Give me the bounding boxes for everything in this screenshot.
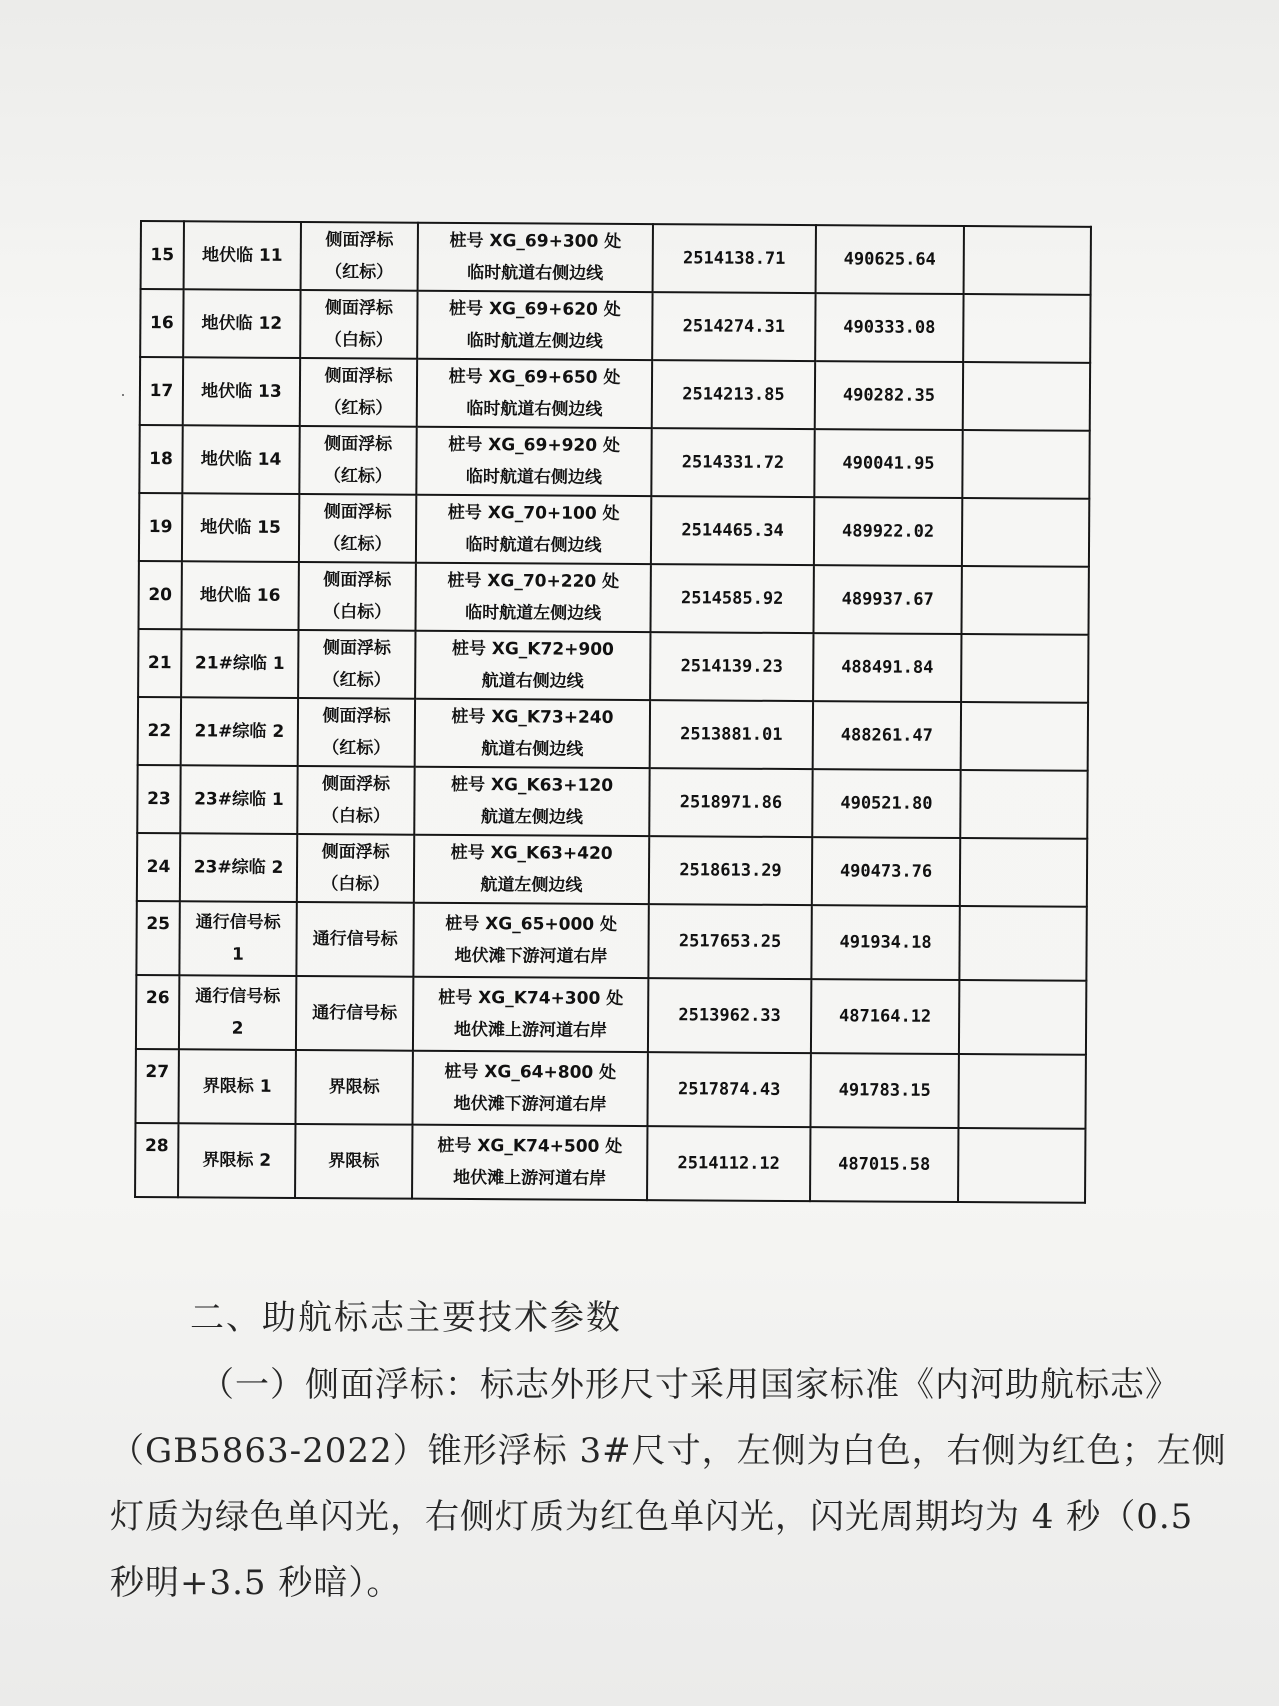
beacon-type-line: （红标）	[323, 534, 392, 555]
beacon-type-line: 侧面浮标	[322, 706, 391, 727]
row-number: 20	[139, 561, 182, 629]
section-paragraph	[110, 1352, 1240, 1616]
beacon-type-line: 侧面浮标	[324, 366, 393, 387]
beacon-name-line: 地伏临 13	[201, 381, 282, 402]
coordinate-y: 489937.67	[813, 565, 961, 634]
beacon-location-line: 桩号 XG_K73+240	[451, 706, 614, 728]
beacon-type	[297, 834, 414, 903]
beacon-location-line: 临时航道右侧边线	[465, 534, 602, 556]
beacon-type-line: 界限标	[328, 1151, 380, 1172]
beacon-type-line: 侧面浮标	[321, 842, 390, 863]
table-row	[135, 1049, 1085, 1129]
beacon-name-line: 界限标 2	[202, 1150, 272, 1171]
paragraph-line: 灯质为绿色单闪光，右侧灯质为红色单闪光，闪光周期均为 4 秒（0.5	[110, 1497, 1194, 1537]
coordinate-y: 490625.64	[816, 225, 964, 294]
row-number: 27	[135, 1049, 178, 1123]
coordinate-y: 490333.08	[815, 293, 963, 362]
beacon-location	[416, 495, 651, 564]
table-row	[141, 221, 1091, 295]
coordinate-x: 2514274.31	[652, 292, 815, 361]
beacon-location-line: 临时航道左侧边线	[465, 602, 602, 624]
row-number: 26	[136, 975, 179, 1049]
beacon-type	[301, 222, 418, 291]
beacon-name	[182, 493, 299, 562]
remark-cell	[961, 702, 1088, 771]
beacon-table	[134, 220, 1092, 1204]
beacon-name-line: 地伏临 15	[200, 517, 281, 538]
row-number: 24	[137, 833, 180, 901]
beacon-location-line: 桩号 XG_65+000 处	[445, 913, 618, 935]
beacon-location-line: 桩号 XG_K74+300 处	[438, 987, 624, 1009]
beacon-type-line: （红标）	[325, 262, 394, 283]
beacon-type-line: 侧面浮标	[324, 434, 393, 455]
beacon-type-line: 侧面浮标	[323, 570, 392, 591]
beacon-type	[297, 766, 414, 835]
beacon-location-line: 桩号 XG_70+100 处	[447, 502, 620, 524]
beacon-location-line: 临时航道右侧边线	[465, 466, 602, 488]
beacon-type	[299, 494, 416, 563]
coordinate-x: 2513881.01	[650, 700, 813, 769]
row-number: 19	[139, 493, 182, 561]
beacon-table-body	[135, 221, 1091, 1203]
beacon-location	[412, 1125, 647, 1200]
beacon-name	[183, 289, 300, 358]
beacon-type-line: 侧面浮标	[322, 638, 391, 659]
beacon-type-line: 侧面浮标	[321, 774, 391, 795]
table-row	[136, 901, 1086, 981]
beacon-type-line: 侧面浮标	[325, 230, 394, 251]
coordinate-y: 490282.35	[815, 361, 963, 430]
beacon-location-line: 桩号 XG_69+620 处	[448, 298, 621, 320]
section-heading: 二、助航标志主要技术参数	[190, 1298, 622, 1338]
beacon-name-line: 2	[231, 1018, 244, 1039]
remark-cell	[960, 838, 1087, 907]
beacon-type	[300, 358, 417, 427]
row-number: 21	[138, 629, 181, 697]
beacon-name-line: 地伏临 12	[201, 313, 283, 334]
beacon-location	[413, 977, 648, 1052]
remark-cell	[963, 294, 1090, 363]
beacon-location-line: 临时航道右侧边线	[466, 398, 603, 420]
table-row	[138, 697, 1088, 771]
beacon-location-line: 桩号 XG_69+920 处	[448, 434, 621, 456]
beacon-location-line: 地伏滩下游河道右岸	[453, 1093, 607, 1115]
beacon-location-line: 桩号 XG_69+300 处	[449, 230, 622, 252]
beacon-name	[180, 765, 297, 834]
beacon-type	[298, 562, 415, 631]
beacon-location-line: 临时航道右侧边线	[467, 262, 604, 284]
beacon-location	[414, 767, 649, 836]
beacon-name	[178, 1049, 295, 1124]
beacon-name-line: 界限标 1	[202, 1076, 272, 1097]
row-number: 22	[138, 697, 181, 765]
beacon-name-line: 通行信号标	[195, 986, 281, 1007]
beacon-type-line: （白标）	[321, 874, 390, 895]
beacon-name-line: 1	[232, 944, 244, 965]
remark-cell	[961, 566, 1088, 635]
coordinate-x: 2514139.23	[650, 632, 813, 701]
beacon-type-line: 侧面浮标	[323, 502, 392, 523]
beacon-name-line: 21#综临 2	[194, 721, 285, 742]
beacon-name-line: 21#综临 1	[194, 653, 285, 674]
remark-cell	[959, 906, 1086, 981]
remark-cell	[962, 430, 1089, 499]
scan-speck	[122, 394, 124, 396]
row-number: 18	[139, 425, 182, 493]
beacon-location-line: 航道右侧边线	[481, 739, 584, 760]
coordinate-x: 2518613.29	[649, 836, 812, 905]
beacon-name-line: 23#综临 1	[194, 789, 284, 810]
coordinate-y: 491783.15	[810, 1053, 958, 1128]
beacon-name	[182, 561, 299, 630]
beacon-type	[300, 290, 417, 359]
beacon-type-line: （红标）	[322, 738, 391, 759]
beacon-location-line: 桩号 XG_70+220 处	[447, 570, 620, 592]
beacon-name-line: 地伏临 14	[200, 449, 282, 470]
beacon-location-line: 桩号 XG_K63+420	[450, 842, 613, 864]
beacon-name	[181, 697, 298, 766]
row-number: 23	[137, 765, 180, 833]
beacon-name-line: 23#综临 2	[193, 857, 284, 878]
remark-cell	[959, 980, 1086, 1055]
coordinate-x: 2514465.34	[651, 496, 814, 565]
remark-cell	[958, 1054, 1085, 1129]
beacon-name	[178, 1123, 295, 1198]
beacon-name-line: 地伏临 11	[201, 245, 283, 266]
beacon-location	[417, 359, 652, 428]
beacon-name	[181, 629, 298, 698]
row-number: 28	[135, 1123, 178, 1197]
beacon-location-line: 地伏滩上游河道右岸	[453, 1019, 608, 1041]
remark-cell	[962, 498, 1089, 567]
beacon-type-line: 通行信号标	[312, 929, 398, 950]
beacon-location	[415, 699, 650, 768]
beacon-type-line: 通行信号标	[312, 1003, 398, 1024]
coordinate-x: 2518971.86	[649, 768, 812, 837]
coordinate-x: 2517653.25	[648, 904, 811, 979]
beacon-type	[295, 1124, 412, 1199]
beacon-type-line: （白标）	[321, 806, 390, 827]
beacon-name-line: 通行信号标	[195, 912, 281, 933]
coordinate-y: 491934.18	[811, 905, 959, 980]
beacon-location-line: 地伏滩下游河道右岸	[454, 945, 608, 967]
remark-cell	[963, 362, 1090, 431]
coordinate-x: 2514585.92	[650, 564, 813, 633]
coordinate-x: 2514138.71	[653, 224, 816, 293]
paragraph-line: （一）侧面浮标：标志外形尺寸采用国家标准《内河助航标志》	[200, 1365, 1180, 1405]
beacon-location	[415, 563, 650, 632]
coordinate-y: 490041.95	[814, 429, 962, 498]
beacon-location-line: 临时航道左侧边线	[466, 330, 603, 352]
coordinate-y: 489922.02	[814, 497, 962, 566]
beacon-name	[182, 425, 299, 494]
table-row	[139, 425, 1089, 499]
table-row	[137, 765, 1087, 839]
remark-cell	[960, 770, 1087, 839]
coordinate-x: 2513962.33	[648, 978, 811, 1053]
coordinate-y: 487164.12	[811, 979, 959, 1054]
beacon-type-line: （红标）	[323, 466, 392, 487]
beacon-name	[184, 221, 301, 290]
beacon-type-line: （白标）	[323, 602, 392, 623]
beacon-name-line: 地伏临 16	[199, 585, 281, 606]
remark-cell	[958, 1128, 1085, 1203]
table-row	[135, 1123, 1085, 1203]
row-number: 15	[141, 221, 184, 289]
row-number: 16	[140, 289, 183, 357]
beacon-location-line: 航道左侧边线	[480, 807, 583, 828]
beacon-location	[417, 291, 652, 360]
beacon-type	[298, 630, 415, 699]
table-row	[140, 357, 1090, 431]
row-number: 17	[140, 357, 183, 425]
coordinate-x: 2514331.72	[651, 428, 814, 497]
coordinate-y: 487015.58	[810, 1127, 958, 1202]
table-row	[136, 975, 1086, 1055]
beacon-location-line: 桩号 XG_64+800 处	[444, 1061, 617, 1083]
remark-cell	[961, 634, 1088, 703]
beacon-location	[413, 903, 648, 978]
beacon-location-line: 桩号 XG_K72+900	[451, 638, 614, 660]
beacon-location	[416, 427, 651, 496]
beacon-location-line: 桩号 XG_K63+120	[450, 774, 614, 796]
beacon-name	[179, 901, 296, 976]
beacon-location	[412, 1051, 647, 1126]
beacon-name	[180, 833, 297, 902]
row-number: 25	[136, 901, 179, 975]
beacon-type	[299, 426, 416, 495]
coordinate-y: 488491.84	[813, 633, 961, 702]
paragraph-line: （GB5863-2022）锥形浮标 3#尺寸，左侧为白色，右侧为红色；左侧	[110, 1431, 1227, 1471]
beacon-type-line: 侧面浮标	[324, 298, 394, 319]
beacon-location-line: 航道右侧边线	[481, 671, 584, 692]
beacon-name	[183, 357, 300, 426]
paragraph-line: 秒明+3.5 秒暗）。	[110, 1563, 402, 1603]
beacon-location-line: 桩号 XG_69+650 处	[448, 366, 621, 388]
beacon-location-line: 航道左侧边线	[480, 875, 583, 896]
beacon-location	[414, 835, 649, 904]
coordinate-x: 2517874.43	[647, 1052, 810, 1127]
beacon-type-line: 界限标	[328, 1077, 380, 1098]
beacon-type-line: （白标）	[324, 330, 393, 351]
table-row	[139, 493, 1089, 567]
beacon-location-line: 地伏滩上游河道右岸	[453, 1167, 607, 1189]
beacon-type	[296, 902, 413, 977]
coordinate-y: 490473.76	[812, 837, 960, 906]
table-row	[138, 629, 1088, 703]
beacon-type	[295, 1050, 412, 1125]
table-row	[139, 561, 1089, 635]
table-row	[137, 833, 1087, 907]
beacon-name	[179, 975, 296, 1050]
beacon-location-line: 桩号 XG_K74+500 处	[437, 1135, 623, 1157]
beacon-type	[296, 976, 413, 1051]
table-row	[140, 289, 1090, 363]
coordinate-x: 2514112.12	[647, 1126, 810, 1201]
coordinate-y: 488261.47	[813, 701, 961, 770]
beacon-type	[298, 698, 415, 767]
coordinate-x: 2514213.85	[652, 360, 815, 429]
remark-cell	[964, 226, 1091, 295]
beacon-type-line: （红标）	[324, 398, 393, 419]
coordinate-y: 490521.80	[812, 769, 960, 838]
beacon-location	[418, 223, 653, 292]
beacon-location	[415, 631, 650, 700]
beacon-type-line: （红标）	[322, 670, 391, 691]
